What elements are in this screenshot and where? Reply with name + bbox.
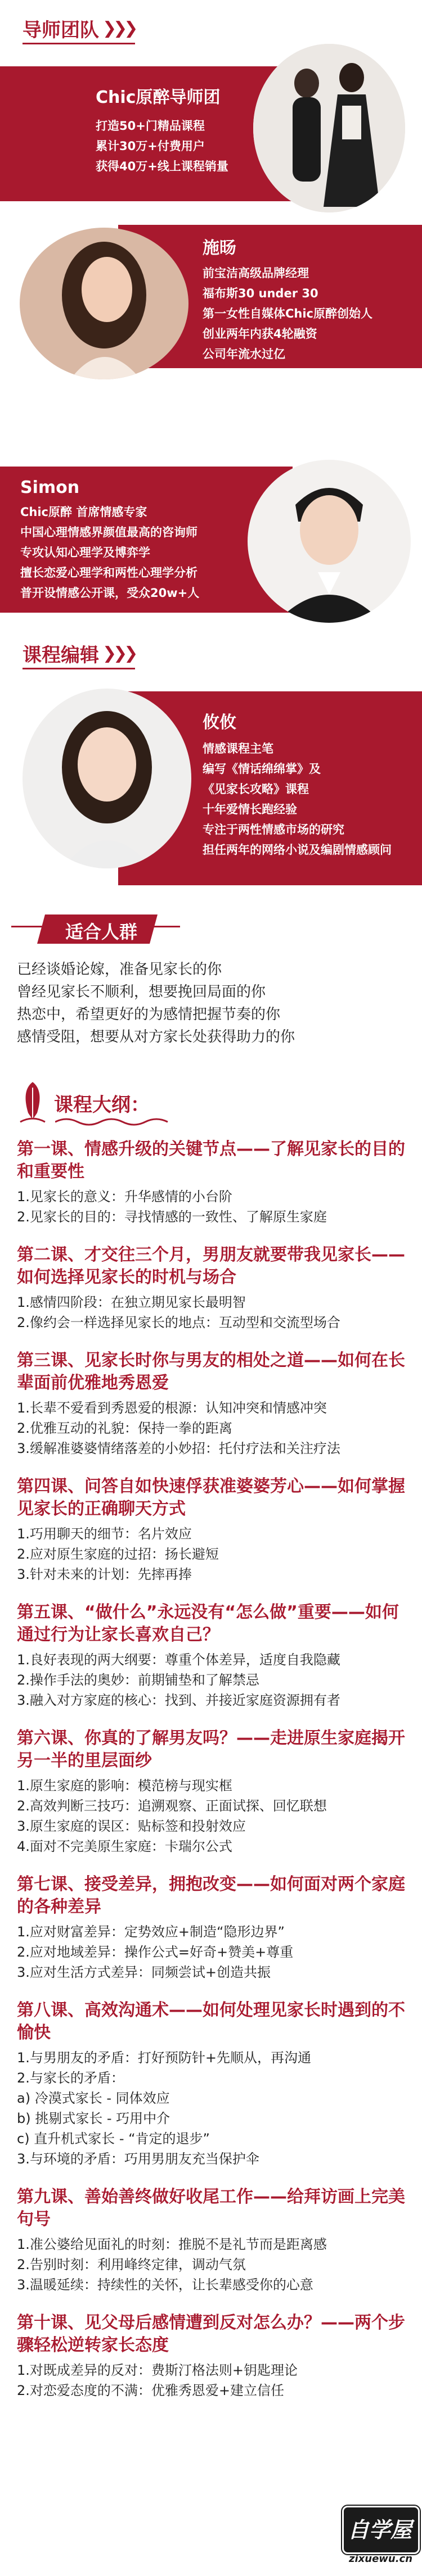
watermark-url: zixuewu.cn [349, 2553, 413, 2565]
lesson-item: 2.见家长的目的：寻找情感的一致性、了解原生家庭 [17, 1209, 327, 1225]
team-member-line: 打造50+门精品课程 [96, 119, 205, 133]
lesson-item: 1.与男朋友的矛盾：打好预防针+先顺从，再沟通 [17, 2050, 312, 2066]
lesson-block [17, 1601, 405, 1710]
editor-line: 情感课程主笔 [203, 742, 273, 755]
header-underline [23, 668, 135, 669]
team-member-line: 普开设情感公开课，受众20w+人 [20, 586, 200, 600]
editor-section-title: 课程编辑 [23, 644, 99, 667]
team-member-line: 专攻认知心理学及博弈学 [20, 546, 150, 559]
lesson-item: 2.对恋爱态度的不满：优雅秀恩爱+建立信任 [17, 2383, 285, 2398]
team-member-line: 前宝洁高级品牌经理 [203, 266, 309, 280]
lesson-item: 3.温暖延续：持续性的关怀，让长辈感受你的心意 [17, 2277, 313, 2293]
double-chevron-icon: ❯❯❯ [102, 19, 135, 38]
lesson-item: a) 冷漠式家长 - 同体效应 [17, 2090, 170, 2106]
lesson-item: 1.原生家庭的影响：模范榜与现实框 [17, 1778, 232, 1794]
editor-section-header [23, 640, 134, 667]
lesson-item: b) 挑剔式家长 - 巧用中介 [17, 2111, 170, 2126]
lesson-block [17, 2186, 405, 2295]
lesson-block [17, 1138, 405, 1227]
lesson-item: 1.良好表现的两大纲要：尊重个体差异，适度自我隐藏 [17, 1652, 340, 1668]
lesson-title: 第二课、才交往三个月，男朋友就要带我见家长——如何选择见家长的时机与场合 [17, 1245, 405, 1287]
lesson-item: 2.应对原生家庭的过招：扬长避短 [17, 1546, 219, 1562]
lesson-item: 1.感情四阶段：在独立期见家长最明智 [17, 1294, 246, 1310]
outline-title: 课程大纲： [54, 1094, 150, 1116]
watermark-main-text: 自学屋 [348, 2518, 412, 2542]
lesson-item: 2.操作手法的奥妙：前期铺垫和了解禁忌 [17, 1672, 259, 1688]
lesson-item: 4.面对不完美原生家庭：卡瑞尔公式 [17, 1839, 232, 1854]
lesson-item: 2.优雅互动的礼貌：保持一拳的距离 [17, 1420, 232, 1436]
team-section-header [23, 15, 134, 42]
lesson-item: 1.应对财富差异：定势效应+制造“隐形边界” [17, 1924, 285, 1940]
team-member-line: 创业两年内获4轮融资 [203, 327, 317, 341]
lesson-block [17, 1999, 405, 2169]
site-watermark [342, 2506, 416, 2568]
lesson-block [17, 2312, 405, 2401]
lesson-title: 第三课、见家长时你与男友的相处之道——如何在长辈面前优雅地秀恩爱 [17, 1351, 405, 1393]
team-member-line: Chic原醉 首席情感专家 [20, 505, 147, 519]
lesson-block [17, 1350, 405, 1459]
editor-photo [23, 689, 191, 868]
lesson-item: c) 直升机式家长 - “肯定的退步” [17, 2131, 210, 2147]
lesson-list [17, 1138, 405, 2417]
lesson-item: 1.巧用聊天的细节：名片效应 [17, 1526, 192, 1542]
lesson-item: 2.应对地域差异：操作公式=好奇+赞美+尊重 [17, 1944, 294, 1960]
editor-name: 攸攸 [203, 713, 236, 732]
team-member-line: 第一女性自媒体Chic原醉创始人 [203, 307, 373, 320]
lesson-title: 第一课、情感升级的关键节点——了解见家长的目的和重要性 [17, 1139, 405, 1181]
team-member-line: 公司年流水过亿 [203, 347, 285, 361]
lesson-block [17, 1727, 405, 1857]
editor-line: 十年爱情长跑经验 [203, 803, 297, 816]
team-section-title: 导师团队 [23, 19, 99, 42]
lesson-item: 1.准公婆给见面礼的时刻：推脱不是礼节而是距离感 [17, 2237, 327, 2252]
lesson-item: 3.缓解准婆婆情绪落差的小妙招：托付疗法和关注疗法 [17, 1441, 340, 1456]
editor-line: 《见家长攻略》课程 [203, 782, 309, 796]
audience-item: 曾经见家长不顺利，想要挽回局面的你 [17, 984, 266, 1000]
lesson-item: 3.与环境的矛盾：巧用男朋友充当保护伞 [17, 2151, 259, 2167]
lesson-block [17, 1244, 405, 1333]
lesson-item: 2.像约会一样选择见家长的地点：互动型和交流型场合 [17, 1315, 340, 1330]
quill-pen-icon [16, 1079, 50, 1124]
lesson-block [17, 1873, 405, 1982]
team-photo-woman [20, 228, 188, 379]
lesson-item: 1.长辈不爱看到秀恩爱的根源：认知冲突和情感冲突 [17, 1400, 327, 1416]
lesson-item: 1.对既成差异的反对：费斯汀格法则+钥匙理论 [17, 2362, 298, 2378]
lesson-item: 1.见家长的意义：升华感情的小台阶 [17, 1189, 232, 1205]
lesson-title: 第四课、问答自如快速俘获准婆婆芳心——如何掌握见家长的正确聊天方式 [17, 1477, 405, 1519]
audience-item: 感情受阻，想要从对方家长处获得助力的你 [17, 1029, 295, 1045]
lesson-block [17, 1475, 405, 1584]
double-chevron-icon: ❯❯❯ [102, 644, 135, 663]
lesson-title: 第九课、善始善终做好收尾工作——给拜访画上完美句号 [17, 2187, 405, 2229]
team-photo-man [248, 460, 411, 623]
team-member-name: Simon [20, 478, 80, 497]
team-member-line: 中国心理情感界颜值最高的咨询师 [20, 526, 197, 539]
audience-title: 适合人群 [65, 921, 138, 943]
audience-header [11, 912, 180, 946]
team-member-line: 福布斯30 under 30 [203, 287, 318, 300]
team-photo-duo [253, 44, 405, 212]
audience-list [17, 958, 295, 1048]
lesson-title: 第七课、接受差异，拥抱改变——如何面对两个家庭的各种差异 [17, 1875, 405, 1917]
team-member-name: Chic原醉导师团 [96, 88, 221, 107]
lesson-title: 第十课、见父母后感情遭到反对怎么办？——两个步骤轻松逆转家长态度 [17, 2313, 405, 2355]
lesson-item: 3.原生家庭的误区：贴标签和投射效应 [17, 1818, 246, 1834]
lesson-item: 2.告别时刻：利用峰终定律，调动气氛 [17, 2257, 246, 2272]
team-member-line: 擅长恋爱心理学和两性心理学分析 [20, 566, 197, 580]
lesson-item: 3.应对生活方式差异：同频尝试+创造共振 [17, 1964, 271, 1980]
audience-item: 已经谈婚论嫁，准备见家长的你 [17, 961, 222, 978]
lesson-title: 第六课、你真的了解男友吗？——走进原生家庭揭开另一半的里层面纱 [17, 1728, 405, 1771]
lesson-title: 第八课、高效沟通术——如何处理见家长时遇到的不愉快 [17, 2000, 405, 2043]
lesson-item: 2.与家长的矛盾： [17, 2070, 124, 2086]
audience-item: 热恋中，希望更好的为感情把握节奏的你 [17, 1006, 281, 1023]
lesson-item: 2.高效判断三技巧：追溯观察、正面试探、回忆联想 [17, 1798, 327, 1814]
wavy-underline [55, 1116, 173, 1128]
editor-line: 编写《情话绵绵掌》及 [203, 762, 321, 776]
lesson-title: 第五课、“做什么”永远没有“怎么做”重要——如何通过行为让家长喜欢自己？ [17, 1602, 399, 1645]
lesson-item: 3.针对未来的计划：先摔再捧 [17, 1567, 192, 1582]
editor-line: 专注于两性情感市场的研究 [203, 823, 344, 836]
team-member-name: 施旸 [203, 238, 236, 258]
team-member-line: 获得40万+线上课程销量 [96, 160, 228, 173]
editor-line: 担任两年的网络小说及编剧情感顾问 [203, 843, 392, 857]
header-underline [23, 43, 135, 44]
outline-header [16, 1079, 252, 1124]
lesson-item: 3.融入对方家庭的核心：找到、并接近家庭资源拥有者 [17, 1692, 340, 1708]
team-member-line: 累计30万+付费用户 [96, 139, 205, 153]
